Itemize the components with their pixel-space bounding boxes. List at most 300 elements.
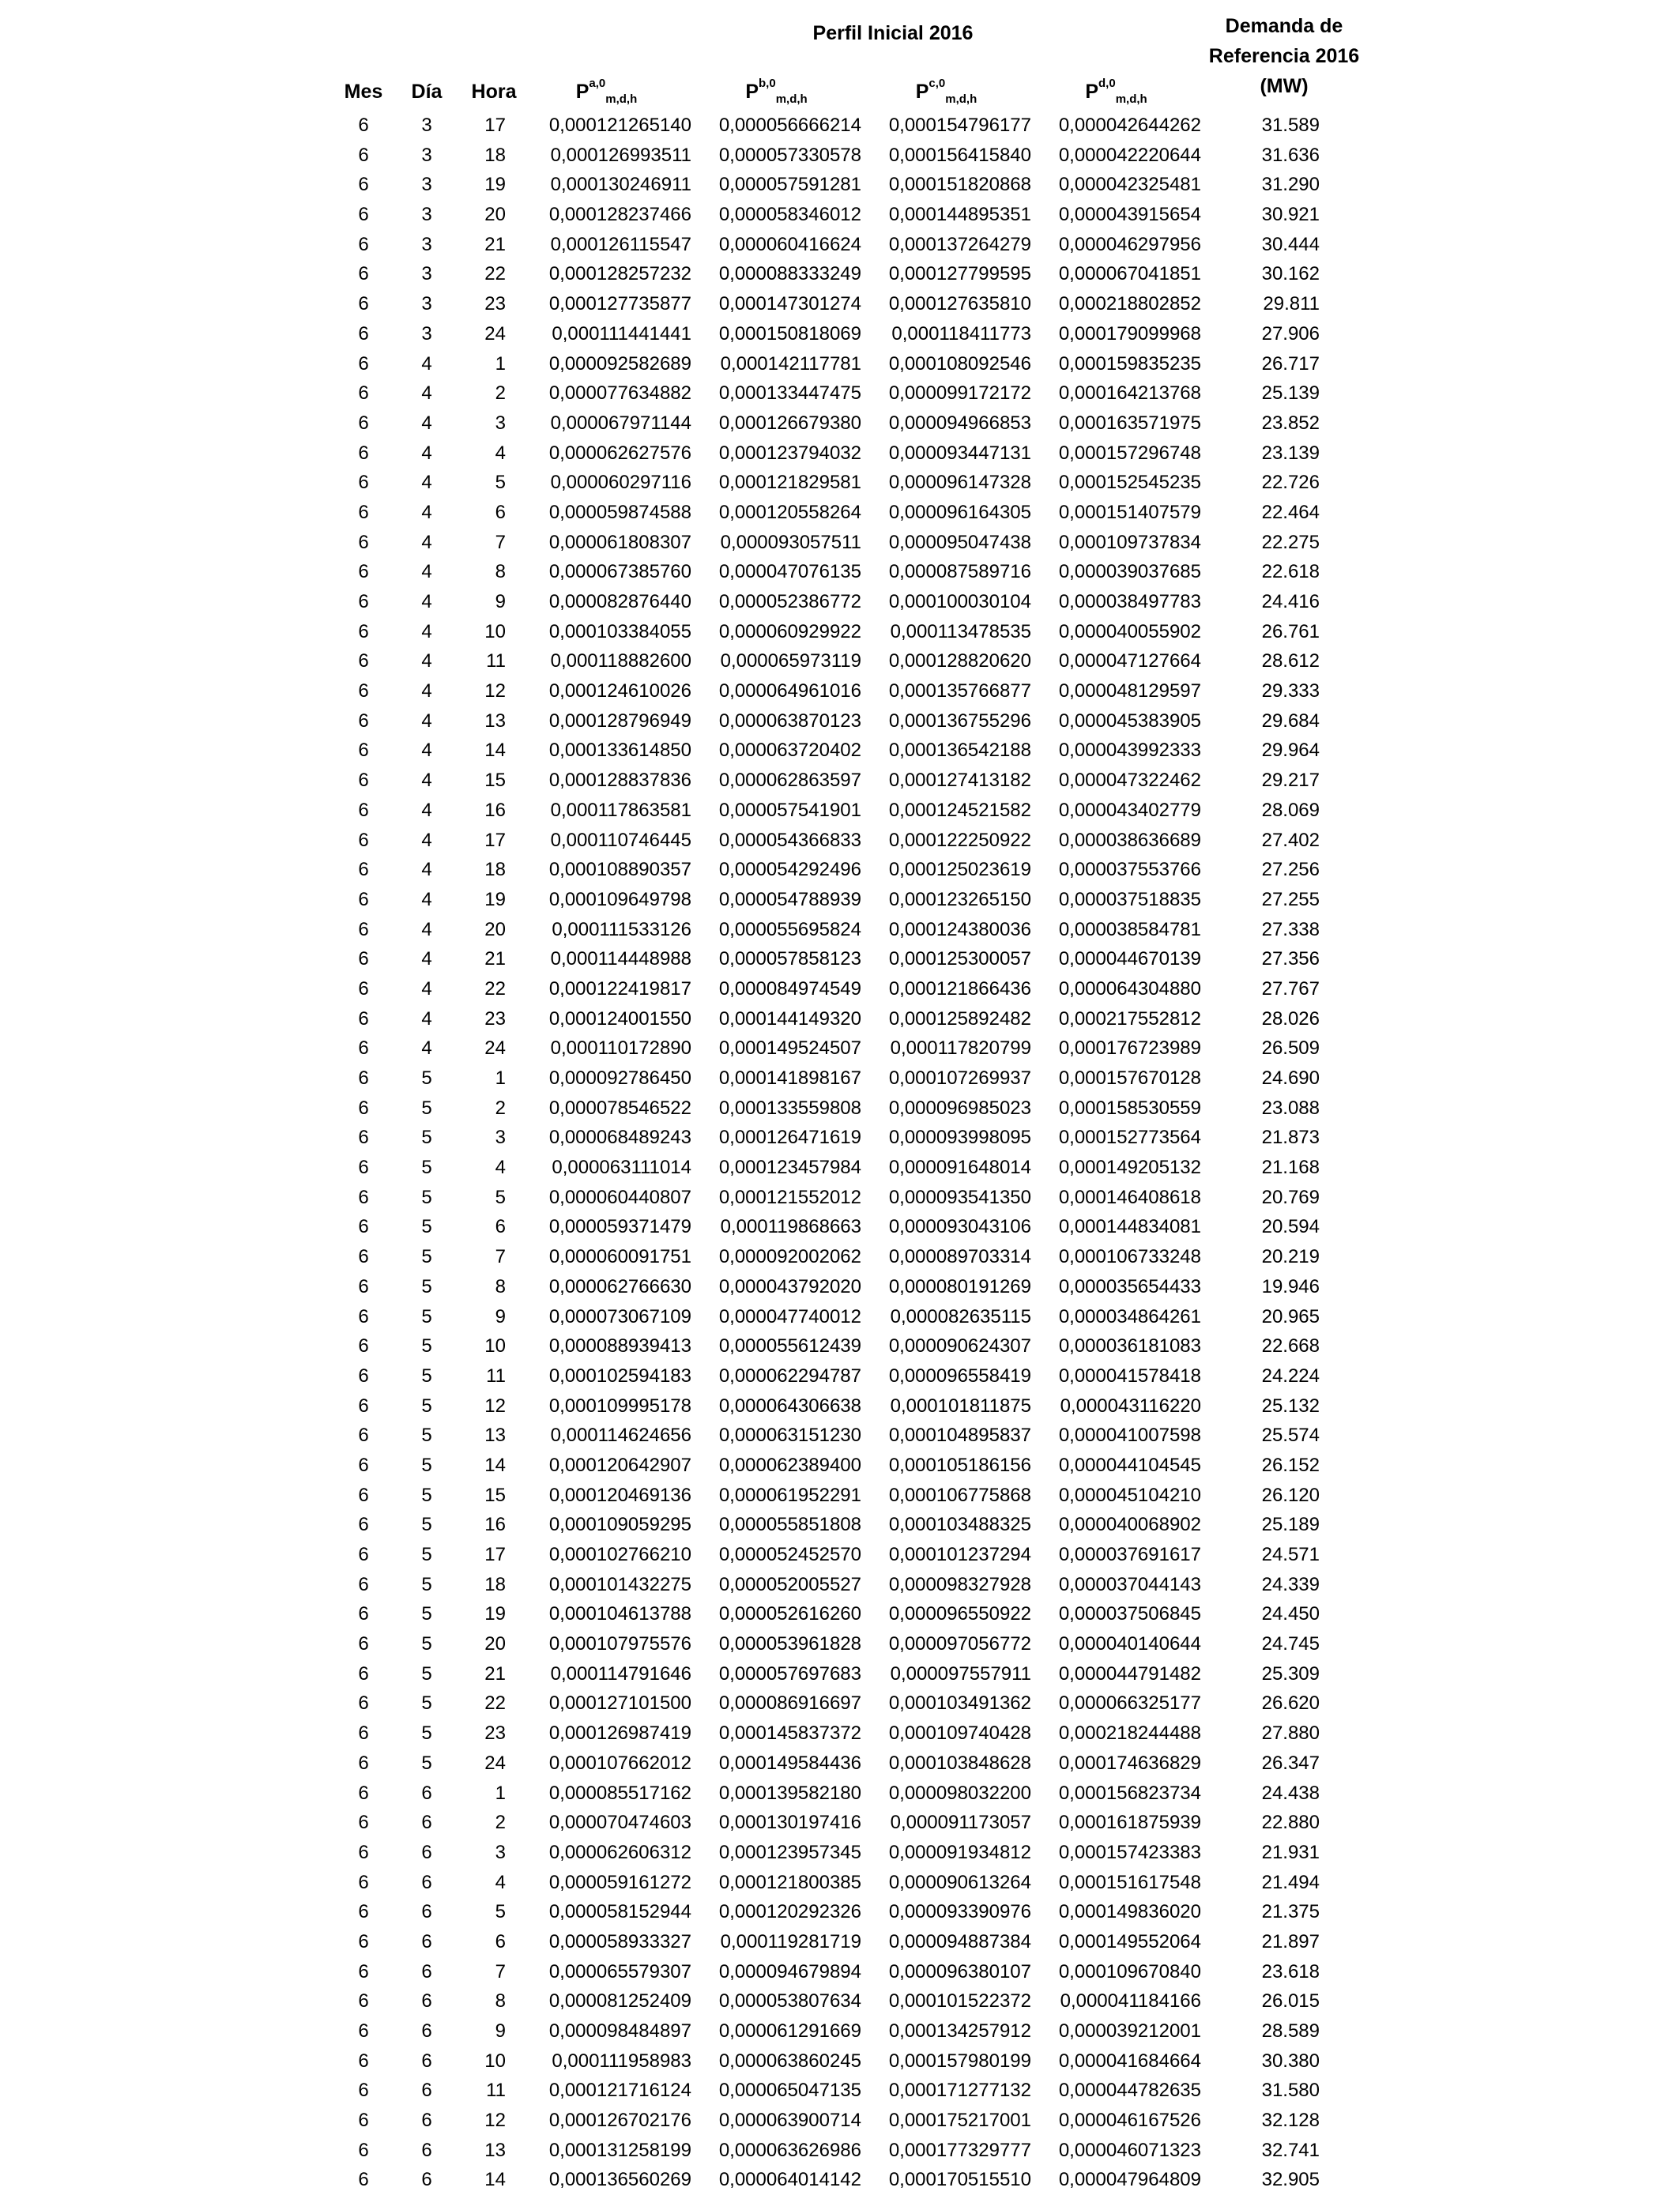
cell-pc: 0,000144895351	[888, 204, 1031, 226]
cell-mes: 6	[358, 859, 369, 881]
cell-pa: 0,000114624656	[550, 1425, 691, 1447]
table-row	[0, 319, 1680, 349]
cell-pb: 0,000120558264	[718, 501, 861, 523]
cell-demanda: 20.219	[1261, 1246, 1320, 1268]
table-row	[0, 1481, 1680, 1511]
cell-pc: 0,000091934812	[888, 1841, 1031, 1863]
cell-pd: 0,000038497783	[1058, 591, 1201, 612]
cell-dia: 5	[421, 1454, 432, 1476]
cell-demanda: 24.690	[1261, 1067, 1320, 1089]
cell-pa: 0,000070474603	[548, 1812, 691, 1834]
cell-mes: 6	[358, 1037, 369, 1060]
p-letter: P	[1085, 81, 1098, 103]
table-row	[0, 1212, 1680, 1242]
cell-pc: 0,000093998095	[888, 1127, 1031, 1149]
cell-pd: 0,000161875939	[1058, 1812, 1201, 1834]
cell-pc: 0,000095047438	[888, 531, 1031, 553]
cell-dia: 3	[421, 204, 432, 226]
cell-pd: 0,000036181083	[1058, 1335, 1201, 1357]
cell-dia: 5	[421, 1067, 432, 1089]
cell-hora: 21	[484, 948, 506, 970]
superscript: d,0	[1098, 77, 1116, 90]
cell-mes: 6	[358, 620, 369, 642]
cell-pc: 0,000093043106	[888, 1216, 1031, 1238]
cell-mes: 6	[358, 322, 369, 344]
cell-mes: 6	[358, 770, 369, 792]
cell-dia: 6	[421, 2169, 432, 2191]
cell-pa: 0,000108890357	[548, 859, 691, 881]
cell-pb: 0,000053807634	[718, 1990, 861, 2012]
cell-pa: 0,000131258199	[548, 2139, 691, 2161]
table-row	[0, 409, 1680, 439]
cell-pa: 0,000122419817	[548, 977, 691, 1000]
cell-mes: 6	[358, 1782, 369, 1804]
cell-pb: 0,000145837372	[718, 1722, 861, 1745]
cell-pd: 0,000046071323	[1058, 2139, 1201, 2161]
cell-pa: 0,000130246911	[550, 174, 691, 196]
cell-dia: 4	[421, 412, 432, 434]
cell-pb: 0,000047740012	[718, 1305, 861, 1327]
cell-pb: 0,000043792020	[718, 1275, 861, 1297]
cell-demanda: 31.580	[1261, 2080, 1320, 2102]
cell-pb: 0,000058346012	[718, 204, 861, 226]
cell-demanda: 24.450	[1261, 1603, 1320, 1625]
cell-pd: 0,000152773564	[1058, 1127, 1201, 1149]
cell-pc: 0,000087589716	[888, 561, 1031, 583]
cell-dia: 4	[421, 710, 432, 732]
cell-mes: 6	[358, 1425, 369, 1447]
cell-pa: 0,000102766210	[548, 1544, 691, 1565]
cell-mes: 6	[358, 293, 369, 315]
cell-pd: 0,000041007598	[1058, 1425, 1201, 1447]
cell-pd: 0,000040055902	[1058, 620, 1201, 642]
cell-pc: 0,000093541350	[888, 1186, 1031, 1208]
cell-hora: 14	[484, 1454, 506, 1476]
cell-pa: 0,000110746445	[550, 829, 691, 851]
cell-pc: 0,000090613264	[888, 1871, 1031, 1893]
cell-mes: 6	[358, 2139, 369, 2161]
cell-pd: 0,000218244488	[1058, 1722, 1201, 1745]
cell-pd: 0,000040068902	[1058, 1514, 1201, 1536]
cell-pc: 0,000089703314	[888, 1246, 1031, 1268]
cell-pd: 0,000043992333	[1058, 740, 1201, 762]
cell-demanda: 22.880	[1261, 1812, 1320, 1834]
cell-pc: 0,000121866436	[888, 977, 1031, 1000]
cell-pb: 0,000144149320	[718, 1007, 861, 1030]
table-row	[0, 1064, 1680, 1094]
table-row	[0, 1868, 1680, 1898]
cell-pd: 0,000149552064	[1058, 1930, 1201, 1952]
superscript: a,0	[589, 77, 606, 90]
cell-pd: 0,000067041851	[1058, 263, 1201, 285]
table-row	[0, 1749, 1680, 1779]
cell-pa: 0,000114791646	[550, 1662, 691, 1685]
cell-demanda: 19.946	[1261, 1275, 1320, 1297]
cell-dia: 4	[421, 352, 432, 375]
cell-pd: 0,000157296748	[1058, 442, 1201, 464]
cell-pa: 0,000128237466	[548, 204, 691, 226]
cell-dia: 6	[421, 2139, 432, 2161]
cell-pa: 0,000068489243	[548, 1127, 691, 1149]
cell-dia: 5	[421, 1216, 432, 1238]
cell-pd: 0,000042220644	[1058, 144, 1201, 166]
cell-demanda: 29.964	[1261, 740, 1320, 762]
cell-pb: 0,000088333249	[718, 263, 861, 285]
cell-dia: 5	[421, 1752, 432, 1774]
cell-hora: 11	[486, 1365, 506, 1387]
cell-pc: 0,000136542188	[888, 740, 1031, 762]
cell-pc: 0,000125892482	[888, 1007, 1031, 1030]
table-row	[0, 1510, 1680, 1540]
cell-hora: 12	[484, 680, 506, 702]
cell-demanda: 24.339	[1261, 1573, 1320, 1595]
cell-pc: 0,000170515510	[888, 2169, 1031, 2191]
cell-pa: 0,000109995178	[548, 1395, 691, 1417]
cell-hora: 4	[495, 1157, 506, 1179]
cell-pa: 0,000124610026	[548, 680, 691, 702]
cell-pd: 0,000174636829	[1058, 1752, 1201, 1774]
cell-pa: 0,000120469136	[548, 1484, 691, 1506]
cell-pc: 0,000125023619	[888, 859, 1031, 881]
table-row	[0, 498, 1680, 528]
cell-pa: 0,000107662012	[548, 1752, 691, 1774]
cell-dia: 6	[421, 2080, 432, 2102]
cell-demanda: 30.444	[1261, 233, 1320, 255]
column-header-pb	[691, 73, 861, 111]
cell-pd: 0,000151617548	[1058, 1871, 1201, 1893]
cell-demanda: 23.852	[1261, 412, 1320, 434]
table-row	[0, 259, 1680, 289]
cell-pc: 0,000154796177	[888, 115, 1031, 136]
cell-pc: 0,000124380036	[888, 918, 1031, 940]
cell-pb: 0,000126679380	[718, 412, 861, 434]
table-row	[0, 1808, 1680, 1838]
cell-demanda: 32.128	[1261, 2110, 1320, 2132]
cell-pa: 0,000102594183	[548, 1365, 691, 1387]
cell-mes: 6	[358, 472, 369, 494]
cell-pb: 0,000130197416	[718, 1812, 861, 1834]
table-row	[0, 1451, 1680, 1481]
cell-pd: 0,000039037685	[1058, 561, 1201, 583]
cell-hora: 23	[484, 1722, 506, 1745]
cell-demanda: 26.717	[1261, 352, 1320, 375]
cell-pa: 0,000058933327	[548, 1930, 691, 1952]
cell-pb: 0,000052616260	[718, 1603, 861, 1625]
column-header-hora: Hora	[471, 81, 517, 103]
cell-mes: 6	[358, 204, 369, 226]
cell-pb: 0,000141898167	[718, 1067, 861, 1089]
cell-dia: 4	[421, 948, 432, 970]
cell-pc: 0,000127413182	[888, 770, 1031, 792]
cell-hora: 1	[495, 352, 506, 375]
cell-pd: 0,000041578418	[1058, 1365, 1201, 1387]
cell-pc: 0,000080191269	[888, 1275, 1031, 1297]
cell-dia: 4	[421, 382, 432, 405]
cell-pc: 0,000099172172	[888, 382, 1031, 405]
cell-mes: 6	[358, 1603, 369, 1625]
cell-dia: 5	[421, 1186, 432, 1208]
cell-dia: 5	[421, 1335, 432, 1357]
cell-demanda: 29.217	[1261, 770, 1320, 792]
cell-dia: 5	[421, 1157, 432, 1179]
cell-pb: 0,000063860245	[718, 2050, 861, 2072]
table-row	[0, 1570, 1680, 1600]
table-row	[0, 1331, 1680, 1361]
cell-demanda: 31.589	[1261, 115, 1320, 136]
cell-hora: 2	[495, 382, 506, 405]
cell-mes: 6	[358, 115, 369, 136]
cell-demanda: 23.618	[1261, 1960, 1320, 1982]
cell-mes: 6	[358, 1544, 369, 1565]
cell-pd: 0,000035654433	[1058, 1275, 1201, 1297]
cell-pa: 0,000059161272	[548, 1871, 691, 1893]
cell-mes: 6	[358, 501, 369, 523]
cell-demanda: 20.769	[1261, 1186, 1320, 1208]
table-row	[0, 915, 1680, 945]
cell-pc: 0,000117820799	[890, 1037, 1031, 1060]
table-row	[0, 439, 1680, 469]
cell-pd: 0,000163571975	[1058, 412, 1201, 434]
cell-dia: 4	[421, 650, 432, 672]
column-header-dia: Día	[411, 81, 443, 103]
cell-pc: 0,000175217001	[888, 2110, 1031, 2132]
cell-pd: 0,000037044143	[1058, 1573, 1201, 1595]
cell-dia: 6	[421, 1901, 432, 1923]
table-row	[0, 1123, 1680, 1153]
cell-pc: 0,000103848628	[888, 1752, 1031, 1774]
cell-pa: 0,000060091751	[548, 1246, 691, 1268]
table-row	[0, 200, 1680, 230]
cell-pb: 0,000063626986	[718, 2139, 861, 2161]
table-row	[0, 1897, 1680, 1927]
cell-hora: 18	[484, 859, 506, 881]
cell-dia: 5	[421, 1365, 432, 1387]
cell-pb: 0,000062863597	[718, 770, 861, 792]
column-header-pa	[522, 73, 691, 111]
cell-mes: 6	[358, 888, 369, 910]
cell-demanda: 26.620	[1261, 1692, 1320, 1715]
cell-dia: 6	[421, 1782, 432, 1804]
column-header-pd	[1031, 73, 1201, 111]
table-row	[0, 1838, 1680, 1868]
cell-pd: 0,000046167526	[1058, 2110, 1201, 2132]
cell-pa: 0,000127101500	[548, 1692, 691, 1715]
cell-pb: 0,000149524507	[718, 1037, 861, 1060]
p-letter: P	[745, 81, 759, 103]
cell-dia: 4	[421, 1007, 432, 1030]
cell-mes: 6	[358, 1901, 369, 1923]
cell-demanda: 28.589	[1261, 2020, 1320, 2042]
cell-dia: 5	[421, 1484, 432, 1506]
cell-pb: 0,000147301274	[718, 293, 861, 315]
cell-pb: 0,000065973119	[720, 650, 861, 672]
table-row	[0, 1689, 1680, 1719]
cell-demanda: 22.726	[1261, 472, 1320, 494]
superscript: c,0	[929, 77, 946, 90]
cell-pc: 0,000091648014	[888, 1157, 1031, 1179]
cell-pb: 0,000054292496	[718, 859, 861, 881]
cell-mes: 6	[358, 2169, 369, 2191]
cell-dia: 3	[421, 263, 432, 285]
cell-pc: 0,000105186156	[888, 1454, 1031, 1476]
cell-pd: 0,000218802852	[1058, 293, 1201, 315]
cell-dia: 5	[421, 1603, 432, 1625]
cell-pc: 0,000101811875	[890, 1395, 1031, 1417]
cell-pd: 0,000041184166	[1060, 1990, 1201, 2012]
cell-pd: 0,000039212001	[1058, 2020, 1201, 2042]
cell-pa: 0,000117863581	[550, 799, 691, 821]
cell-hora: 2	[495, 1812, 506, 1834]
cell-hora: 12	[484, 1395, 506, 1417]
cell-mes: 6	[358, 1573, 369, 1595]
cell-hora: 22	[484, 263, 506, 285]
cell-pc: 0,000096164305	[888, 501, 1031, 523]
cell-dia: 6	[421, 1990, 432, 2012]
cell-pc: 0,000103488325	[888, 1514, 1031, 1536]
cell-pc: 0,000093447131	[888, 442, 1031, 464]
cell-hora: 24	[484, 1037, 506, 1060]
cell-pa: 0,000061808307	[548, 531, 691, 553]
superscript: b,0	[759, 77, 776, 90]
cell-dia: 6	[421, 2050, 432, 2072]
cell-pb: 0,000063151230	[718, 1425, 861, 1447]
cell-pb: 0,000052386772	[718, 591, 861, 612]
cell-demanda: 21.897	[1261, 1930, 1320, 1952]
cell-pb: 0,000133447475	[718, 382, 861, 405]
cell-pd: 0,000038636689	[1058, 829, 1201, 851]
cell-hora: 17	[484, 829, 506, 851]
cell-hora: 13	[484, 710, 506, 732]
cell-mes: 6	[358, 1007, 369, 1030]
cell-pd: 0,000042325481	[1058, 174, 1201, 196]
cell-pb: 0,000062389400	[718, 1454, 861, 1476]
cell-pa: 0,000126115547	[550, 233, 691, 255]
cell-hora: 20	[484, 1633, 506, 1655]
table-row	[0, 1659, 1680, 1689]
cell-mes: 6	[358, 829, 369, 851]
cell-hora: 10	[484, 620, 506, 642]
cell-pc: 0,000093390976	[888, 1901, 1031, 1923]
cell-pd: 0,000157423383	[1058, 1841, 1201, 1863]
cell-pa: 0,000088939413	[548, 1335, 691, 1357]
table-row	[0, 1391, 1680, 1421]
cell-hora: 8	[495, 561, 506, 583]
cell-hora: 11	[486, 2080, 506, 2102]
cell-pc: 0,000118411773	[891, 322, 1031, 344]
cell-pa: 0,000118882600	[550, 650, 691, 672]
table-row	[0, 230, 1680, 260]
cell-pb: 0,000057697683	[718, 1662, 861, 1685]
cell-mes: 6	[358, 1097, 369, 1119]
cell-pa: 0,000133614850	[548, 740, 691, 762]
cell-hora: 7	[495, 1960, 506, 1982]
cell-pa: 0,000082876440	[548, 591, 691, 612]
cell-mes: 6	[358, 710, 369, 732]
cell-pb: 0,000061291669	[718, 2020, 861, 2042]
cell-hora: 1	[495, 1782, 506, 1804]
cell-pc: 0,000106775868	[888, 1484, 1031, 1506]
cell-pd: 0,000179099968	[1058, 322, 1201, 344]
cell-demanda: 32.905	[1261, 2169, 1320, 2191]
cell-pa: 0,000128796949	[548, 710, 691, 732]
cell-demanda: 24.224	[1261, 1365, 1320, 1387]
cell-pb: 0,000063900714	[718, 2110, 861, 2132]
cell-mes: 6	[358, 1186, 369, 1208]
table-row	[0, 557, 1680, 587]
cell-demanda: 20.965	[1261, 1305, 1320, 1327]
cell-dia: 5	[421, 1275, 432, 1297]
cell-mes: 6	[358, 1365, 369, 1387]
cell-hora: 15	[484, 1484, 506, 1506]
cell-demanda: 25.574	[1261, 1425, 1320, 1447]
cell-pc: 0,000096550922	[888, 1603, 1031, 1625]
cell-pa: 0,000121265140	[548, 115, 691, 136]
cell-pc: 0,000101522372	[888, 1990, 1031, 2012]
table-row	[0, 1153, 1680, 1183]
cell-pc: 0,000134257912	[888, 2020, 1031, 2042]
cell-demanda: 24.438	[1261, 1782, 1320, 1804]
cell-pc: 0,000090624307	[888, 1335, 1031, 1357]
cell-mes: 6	[358, 680, 369, 702]
cell-dia: 4	[421, 977, 432, 1000]
cell-demanda: 26.015	[1261, 1990, 1320, 2012]
cell-pa: 0,000109649798	[548, 888, 691, 910]
cell-pa: 0,000111958983	[552, 2050, 691, 2072]
cell-dia: 4	[421, 591, 432, 612]
cell-hora: 13	[484, 1425, 506, 1447]
cell-pc: 0,000098032200	[888, 1782, 1031, 1804]
cell-pa: 0,000063111014	[552, 1157, 691, 1179]
cell-demanda: 24.745	[1261, 1633, 1320, 1655]
table-row	[0, 766, 1680, 796]
cell-dia: 4	[421, 620, 432, 642]
cell-dia: 5	[421, 1633, 432, 1655]
cell-pb: 0,000063870123	[718, 710, 861, 732]
cell-hora: 10	[484, 1335, 506, 1357]
cell-pb: 0,000063720402	[718, 740, 861, 762]
cell-demanda: 27.906	[1261, 322, 1320, 344]
cell-pa: 0,000136560269	[548, 2169, 691, 2191]
cell-mes: 6	[358, 1335, 369, 1357]
cell-pd: 0,000156823734	[1058, 1782, 1201, 1804]
cell-pa: 0,000103384055	[548, 620, 691, 642]
cell-demanda: 25.139	[1261, 382, 1320, 405]
cell-pd: 0,000109737834	[1058, 531, 1201, 553]
cell-demanda: 21.168	[1261, 1157, 1320, 1179]
cell-hora: 9	[495, 2020, 506, 2042]
cell-pb: 0,000061952291	[718, 1484, 861, 1506]
cell-hora: 18	[484, 1573, 506, 1595]
cell-pc: 0,000151820868	[888, 174, 1031, 196]
table-row	[0, 587, 1680, 617]
cell-pd: 0,000047964809	[1058, 2169, 1201, 2191]
cell-mes: 6	[358, 1395, 369, 1417]
cell-pb: 0,000055851808	[718, 1514, 861, 1536]
table-row	[0, 1629, 1680, 1659]
cell-pc: 0,000177329777	[888, 2139, 1031, 2161]
cell-mes: 6	[358, 1454, 369, 1476]
cell-pb: 0,000121829581	[718, 472, 861, 494]
cell-dia: 3	[421, 293, 432, 315]
cell-mes: 6	[358, 263, 369, 285]
cell-pb: 0,000057330578	[718, 144, 861, 166]
cell-demanda: 21.375	[1261, 1901, 1320, 1923]
cell-mes: 6	[358, 799, 369, 821]
table-row	[0, 646, 1680, 676]
cell-demanda: 26.509	[1261, 1037, 1320, 1060]
table-row	[0, 528, 1680, 558]
cell-mes: 6	[358, 144, 369, 166]
